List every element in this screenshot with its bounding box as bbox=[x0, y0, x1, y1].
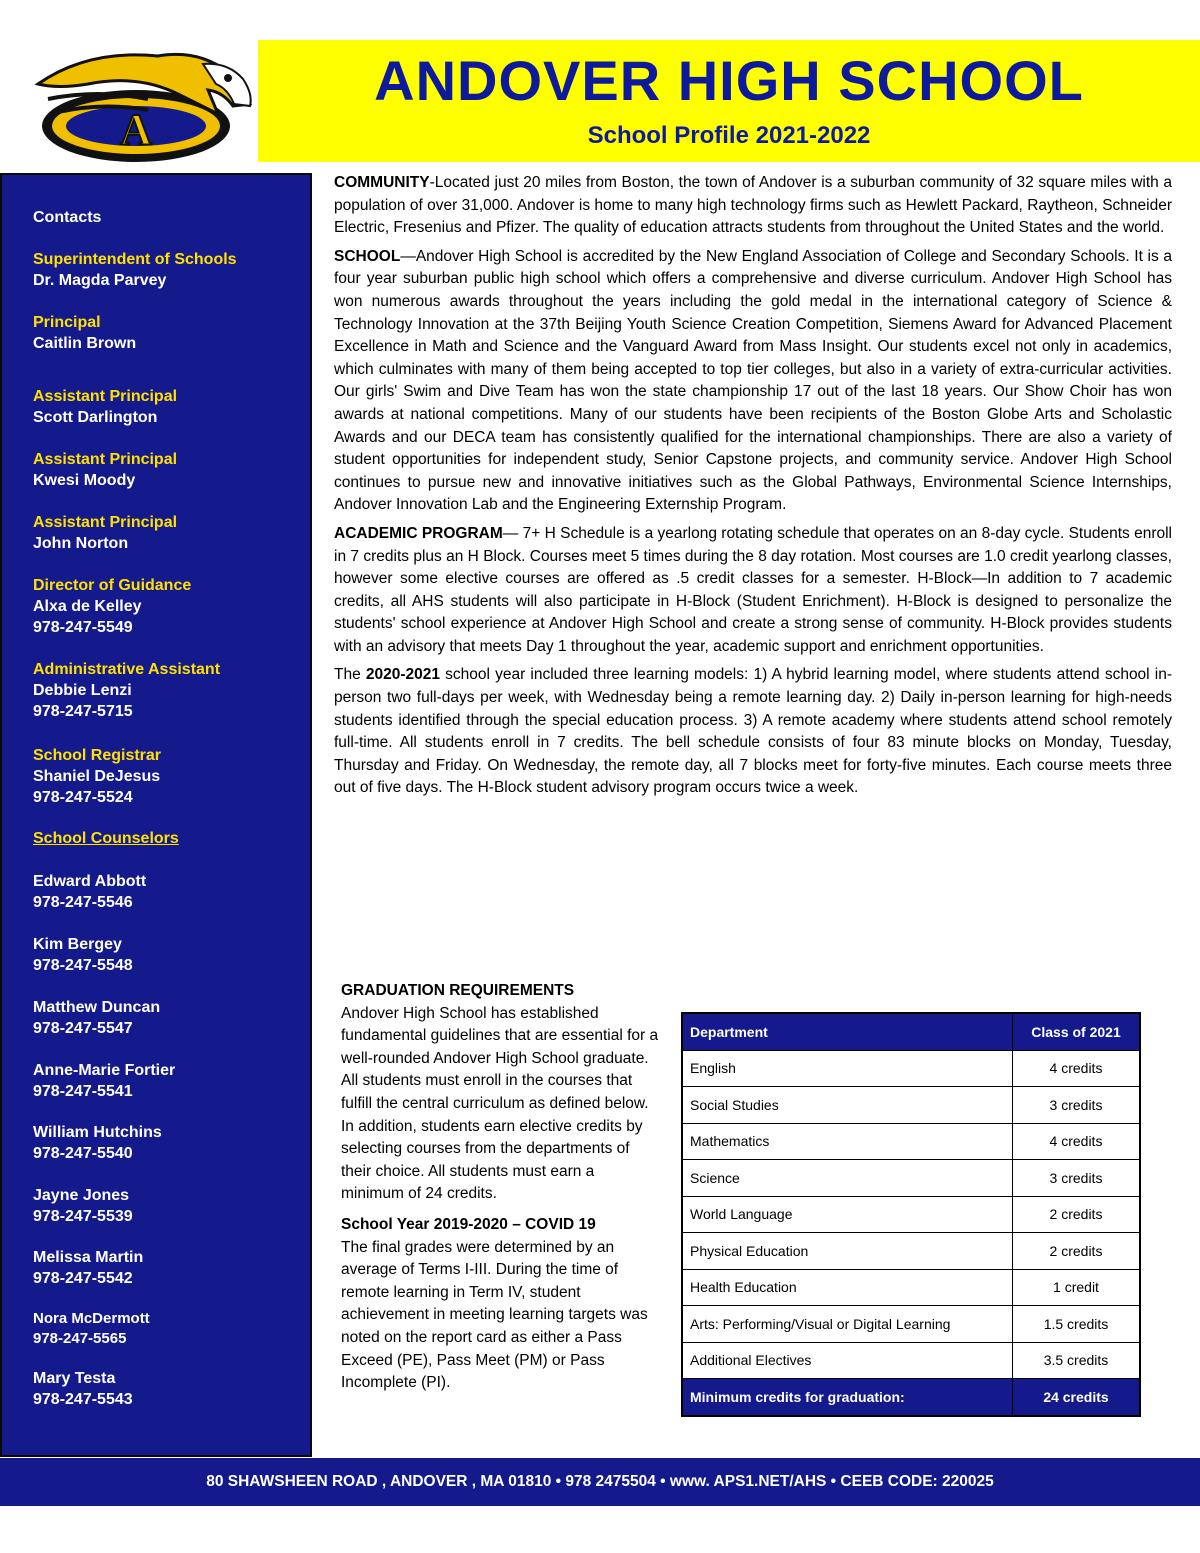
department-cell: Additional Electives bbox=[682, 1342, 1013, 1379]
contact-role: Superintendent of Schools bbox=[33, 251, 237, 268]
counselor-name: Kim Bergey bbox=[33, 936, 122, 953]
department-cell: Mathematics bbox=[682, 1123, 1013, 1160]
department-cell: World Language bbox=[682, 1196, 1013, 1233]
counselor-entry bbox=[33, 1247, 143, 1289]
table-row bbox=[682, 1123, 1140, 1160]
footer-address: 80 SHAWSHEEN ROAD , ANDOVER , MA 01810 • 978 2475504 • www. APS1.NET/AHS • CEEB CODE: 220025 bbox=[0, 1458, 1200, 1506]
contacts-sidebar bbox=[0, 173, 312, 1457]
contact-role: Assistant Principal bbox=[33, 451, 178, 468]
table-total-row bbox=[682, 1379, 1140, 1416]
contact-role: Principal bbox=[33, 314, 101, 331]
academic-label: ACADEMIC PROGRAM bbox=[334, 524, 503, 542]
contact-name: Alxa de Kelley bbox=[33, 598, 142, 615]
department-cell: Science bbox=[682, 1160, 1013, 1197]
table-row bbox=[682, 1196, 1140, 1233]
department-cell: Arts: Performing/Visual or Digital Learning bbox=[682, 1306, 1013, 1343]
counselor-entry bbox=[33, 934, 133, 976]
contact-name: John Norton bbox=[33, 535, 129, 552]
counselor-name: William Hutchins bbox=[33, 1124, 162, 1141]
credits-cell: 4 credits bbox=[1013, 1050, 1141, 1087]
department-cell: Health Education bbox=[682, 1269, 1013, 1306]
school-paragraph bbox=[334, 246, 1172, 517]
school-year-paragraph bbox=[334, 664, 1172, 800]
department-cell: English bbox=[682, 1050, 1013, 1087]
counselor-phone: 978-247-5539 bbox=[33, 1208, 133, 1225]
covid-heading: School Year 2019-2020 – COVID 19 bbox=[341, 1215, 596, 1233]
table-row bbox=[682, 1306, 1140, 1343]
credits-cell: 2 credits bbox=[1013, 1233, 1141, 1270]
contact-name: Shaniel DeJesus bbox=[33, 768, 161, 785]
title-band bbox=[258, 40, 1200, 162]
page-title: ANDOVER HIGH SCHOOL bbox=[374, 49, 1084, 112]
counselor-entry bbox=[33, 1368, 133, 1410]
school-label: SCHOOL bbox=[334, 247, 401, 265]
total-label: Minimum credits for graduation: bbox=[682, 1379, 1013, 1416]
counselor-name: Nora McDermott bbox=[33, 1310, 150, 1327]
credits-table bbox=[681, 1012, 1141, 1417]
counselor-name: Mary Testa bbox=[33, 1370, 116, 1387]
contact-assistant-principal-2 bbox=[33, 449, 177, 491]
contact-phone: 978-247-5715 bbox=[33, 703, 133, 720]
column-header-department: Department bbox=[682, 1013, 1013, 1050]
table-row bbox=[682, 1342, 1140, 1379]
contact-role: Administrative Assistant bbox=[33, 661, 221, 678]
table-row bbox=[682, 1269, 1140, 1306]
counselor-name: Edward Abbott bbox=[33, 873, 147, 890]
counselor-entry bbox=[33, 1185, 133, 1227]
counselor-name: Matthew Duncan bbox=[33, 999, 161, 1016]
school-text: —Andover High School is accredited by the New England Association of College and Secondary Schools. It is a four year suburban public high school which offers a comprehensive and diverse curriculum. Andover High School has won numerous awards throughout the years including the gold medal in the international category of Science & Technology Innovation at the 37th Beijing Youth Science Creation Competition, Siemens Award for Advanced Placement Excellence in Math and Science and the Vanguard Award from Mass Insight. Our students excel not only in academics, which culminates with many of them being accepted to top tier colleges, but also in a variety of extra-curricular activities. Our girls' Swim and Dive Team has won the state championship 17 out of the last 18 years. Our Show Choir has won awards at national competitions. Many of our students have been recipients of the Boston Globe Arts and Scholastic Awards and our DECA team has consistently qualified for the international championships. There are also a variety of student opportunities for independent study, Senior Capstone projects, and community service. Andover High School continues to pursue new and innovative initiatives such as the Global Pathways, Environmental Science Internships, Andover Innovation Lab and the Engineering Externship Program. bbox=[334, 247, 1172, 514]
community-text: -Located just 20 miles from Boston, the town of Andover is a suburban community of 32 square miles with a population of over 31,000. Andover is home to many high technology firms such as Hewlett Packard, Raytheon, Schneider Electric, Fresenius and Pfizer. The quality of education attracts students from throughout the United States and the world. bbox=[334, 174, 1172, 237]
credits-cell: 1 credit bbox=[1013, 1269, 1141, 1306]
contact-role: Director of Guidance bbox=[33, 577, 192, 594]
counselor-phone: 978-247-5548 bbox=[33, 957, 133, 974]
contact-phone: 978-247-5549 bbox=[33, 619, 133, 636]
table-header-row bbox=[682, 1013, 1140, 1050]
contact-name: Scott Darlington bbox=[33, 409, 158, 426]
page-subtitle: School Profile 2021-2022 bbox=[587, 122, 871, 149]
graduation-section bbox=[341, 980, 659, 1403]
academic-paragraph bbox=[334, 523, 1172, 659]
contact-assistant-principal-3 bbox=[33, 512, 177, 554]
counselor-entry bbox=[33, 871, 146, 913]
year-label: 2020-2021 bbox=[365, 666, 440, 684]
department-cell: Social Studies bbox=[682, 1087, 1013, 1124]
credits-cell: 2 credits bbox=[1013, 1196, 1141, 1233]
column-header-class: Class of 2021 bbox=[1013, 1013, 1141, 1050]
profile-body bbox=[334, 172, 1172, 806]
contact-name: Dr. Magda Parvey bbox=[33, 272, 167, 289]
department-cell: Physical Education bbox=[682, 1233, 1013, 1270]
community-paragraph bbox=[334, 172, 1172, 240]
logo-letter: A bbox=[120, 105, 152, 154]
contact-name: Debbie Lenzi bbox=[33, 682, 132, 699]
table-row bbox=[682, 1233, 1140, 1270]
year-text: school year included three learning models: 1) A hybrid learning model, where students attend school in-person two full-days per week, with Wednesday being a remote learning day. 2) Daily in-person learning for high-needs students identified through the special education process. 3) A remote academy where students attend school remotely full-time. All students enroll in 7 credits. The bell schedule consists of four 83 minute blocks on Monday, Tuesday, Thursday and Friday. On Wednesday, the remote day, all 7 blocks meet for forty-five minutes. Each course meets three out of five days. The H-Block student advisory program occurs twice a week. bbox=[334, 666, 1172, 797]
credits-cell: 3 credits bbox=[1013, 1087, 1141, 1124]
counselor-name: Melissa Martin bbox=[33, 1249, 144, 1266]
counselor-name: Anne-Marie Fortier bbox=[33, 1062, 176, 1079]
counselor-phone: 978-247-5546 bbox=[33, 894, 133, 911]
contact-role: School Registrar bbox=[33, 747, 162, 764]
contact-principal bbox=[33, 312, 136, 354]
counselor-phone: 978-247-5541 bbox=[33, 1083, 133, 1100]
contact-superintendent bbox=[33, 249, 237, 291]
contact-role: Assistant Principal bbox=[33, 514, 178, 531]
credits-cell: 1.5 credits bbox=[1013, 1306, 1141, 1343]
contact-assistant-principal-1 bbox=[33, 386, 177, 428]
counselor-phone: 978-247-5542 bbox=[33, 1270, 133, 1287]
table-row bbox=[682, 1160, 1140, 1197]
graduation-heading: GRADUATION REQUIREMENTS bbox=[341, 982, 575, 999]
contact-name: Kwesi Moody bbox=[33, 472, 136, 489]
table-row bbox=[682, 1050, 1140, 1087]
year-intro: The bbox=[334, 666, 366, 684]
covid-text: The final grades were determined by an average of Terms I-III. During the time of remote learning in Term IV, student achievement in meeting learning targets was noted on the report card as either a Pass Exceed (PE), Pass Meet (PM) or Pass Incomplete (PI). bbox=[341, 1238, 648, 1392]
credits-cell: 4 credits bbox=[1013, 1123, 1141, 1160]
counselor-entry bbox=[33, 1122, 162, 1164]
contact-role: Assistant Principal bbox=[33, 388, 178, 405]
contact-admin-assistant bbox=[33, 659, 220, 722]
table-row bbox=[682, 1087, 1140, 1124]
counselor-phone: 978-247-5547 bbox=[33, 1020, 133, 1037]
school-eagle-logo bbox=[28, 44, 258, 164]
community-label: COMMUNITY bbox=[334, 174, 430, 191]
counselors-heading: School Counselors bbox=[33, 830, 179, 847]
counselor-entry bbox=[33, 1060, 175, 1102]
counselor-phone: 978-247-5565 bbox=[33, 1330, 127, 1347]
counselor-entry bbox=[33, 1309, 150, 1349]
total-value: 24 credits bbox=[1013, 1379, 1141, 1416]
graduation-text: Andover High School has established fundamental guidelines that are essential for a well-rounded Andover High School graduate. All students must enroll in the courses that fulfill the central curriculum as defined below. In addition, students earn elective credits by selecting courses from the departments of their choice. All students must earn a minimum of 24 credits. bbox=[341, 1004, 659, 1203]
counselor-entry bbox=[33, 997, 160, 1039]
contact-phone: 978-247-5524 bbox=[33, 789, 133, 806]
counselor-phone: 978-247-5543 bbox=[33, 1391, 133, 1408]
counselor-name: Jayne Jones bbox=[33, 1187, 130, 1204]
credits-cell: 3 credits bbox=[1013, 1160, 1141, 1197]
contact-registrar bbox=[33, 745, 161, 808]
contact-director-guidance bbox=[33, 575, 191, 638]
academic-text: — 7+ H Schedule is a yearlong rotating schedule that operates on an 8-day cycle. Students enroll in 7 credits plus an H Block. Courses meet 5 times during the 8 day rotation. Most courses are 1.0 credit yearlong classes, however some elective courses are offered as .5 credit classes for a semester. H-Block—In addition to 7 academic credits, all AHS students will also participate in H-Block (Student Enrichment). H-Block is designed to personalize the students' school experience at Andover High School and create a strong sense of community. H-Block provides students with an advisory that meets Day 1 throughout the year, academic support and enrichment opportunities. bbox=[334, 524, 1173, 655]
credits-cell: 3.5 credits bbox=[1013, 1342, 1141, 1379]
counselor-phone: 978-247-5540 bbox=[33, 1145, 133, 1162]
contact-name: Caitlin Brown bbox=[33, 335, 137, 352]
contacts-heading: Contacts bbox=[33, 209, 102, 226]
